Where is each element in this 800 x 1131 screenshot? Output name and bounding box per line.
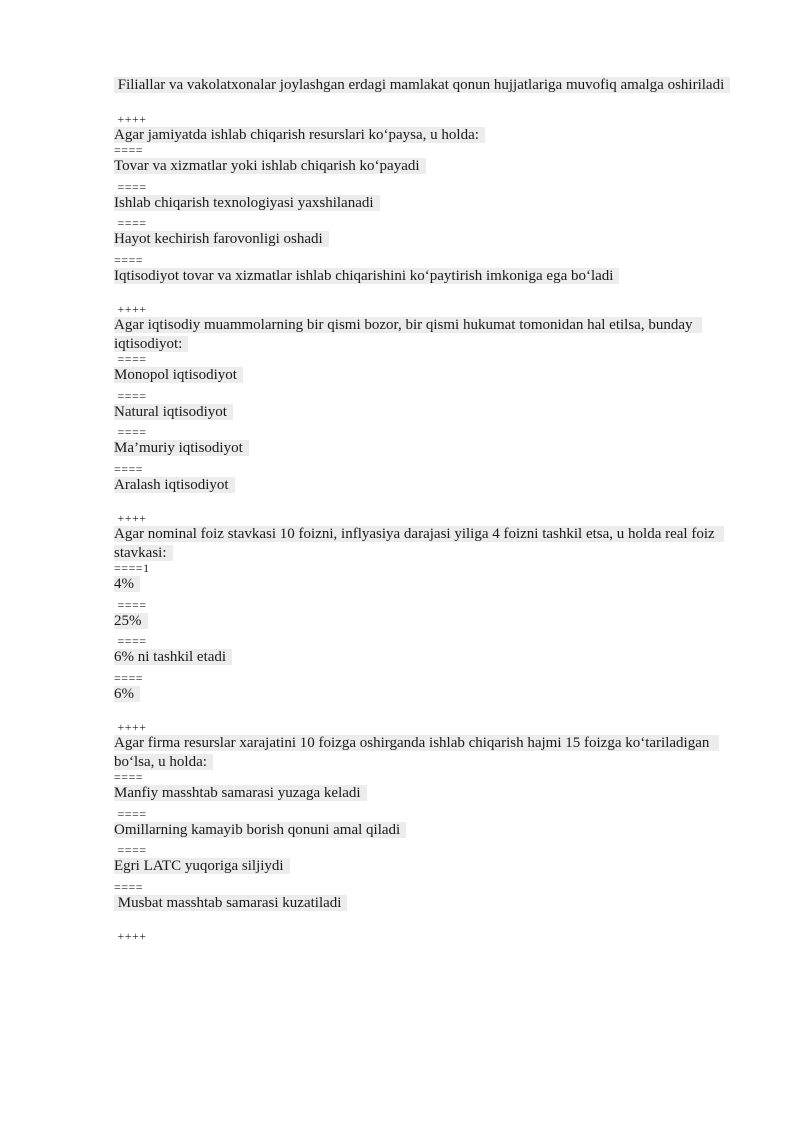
option-text: Aralash iqtisodiyot [114,477,235,493]
question-text: Agar nominal foiz stavkasi 10 foizni, inflyasiya darajasi yiliga 4 foizni tashkil etsa, u holda real foiz stavkasi: [114,526,724,561]
option-text: Iqtisodiyot tovar va xizmatlar ishlab chiqarishini koʻpaytirish imkoniga ega boʻladi [114,268,619,284]
question-text: Agar jamiyatda ishlab chiqarish resurslari koʻpaysa, u holda: [114,127,485,143]
option-text: Egri LATC yuqoriga siljiydi [114,858,290,874]
option-text: 6% ni tashkil etadi [114,649,232,665]
option-text: Ma’muriy iqtisodiyot [114,440,249,456]
option-separator: ==== [114,770,144,784]
option-separator: ==== [114,388,147,403]
option-text: Natural iqtisodiyot [114,404,233,420]
option-separator: ==== [114,216,147,230]
intro-paragraph [114,76,744,95]
option-text: Tovar va xizmatlar yoki ishlab chiqarish koʻpayadi [114,158,426,174]
option-text: 6% [114,686,140,702]
question-block [114,303,744,494]
question-block [114,113,744,286]
option-separator: ==== [114,670,144,685]
option-separator: ====1 [114,561,150,575]
option-text: Hayot kechirish farovonligi oshadi [114,231,329,247]
question-marker: ++++ [114,302,147,316]
question-marker: ++++ [114,720,147,734]
option-separator: ==== [114,143,144,157]
option-separator: ==== [114,879,144,894]
question-marker: ++++ [114,111,147,126]
option-separator: ==== [114,806,147,821]
option-text: 4% [114,576,140,592]
question-text: Agar iqtisodiy muammolarning bir qismi bozor, bir qismi hukumat tomonidan hal etilsa, bunday iqtisodiyot: [114,317,702,352]
option-text: Monopol iqtisodiyot [114,367,243,383]
question-block [114,512,744,703]
option-separator: ==== [114,352,147,366]
option-separator: ==== [114,425,147,439]
question-block [114,721,744,912]
document-page [114,76,744,943]
option-separator: ==== [114,252,144,267]
option-text: Manfiy masshtab samarasi yuzaga keladi [114,785,367,801]
option-separator: ==== [114,843,147,857]
intro-text: Filiallar va vakolatxonalar joylashgan erdagi mamlakat qonun hujjatlariga muvofiq amalga oshiriladi [114,77,730,93]
option-separator: ==== [114,634,147,648]
option-text: 25% [114,613,148,629]
question-text: Agar firma resurslar xarajatini 10 foizga oshirganda ishlab chiqarish hajmi 15 foizga koʻtariladigan boʻlsa, u holda: [114,735,719,770]
footer-marker: ++++ [114,929,147,943]
option-text: Omillarning kamayib borish qonuni amal qiladi [114,822,406,838]
option-separator: ==== [114,179,147,194]
option-separator: ==== [114,461,144,476]
option-text: Ishlab chiqarish texnologiyasi yaxshilanadi [114,195,380,211]
question-marker: ++++ [114,511,147,525]
option-text: Musbat masshtab samarasi kuzatiladi [114,895,347,911]
option-separator: ==== [114,597,147,612]
